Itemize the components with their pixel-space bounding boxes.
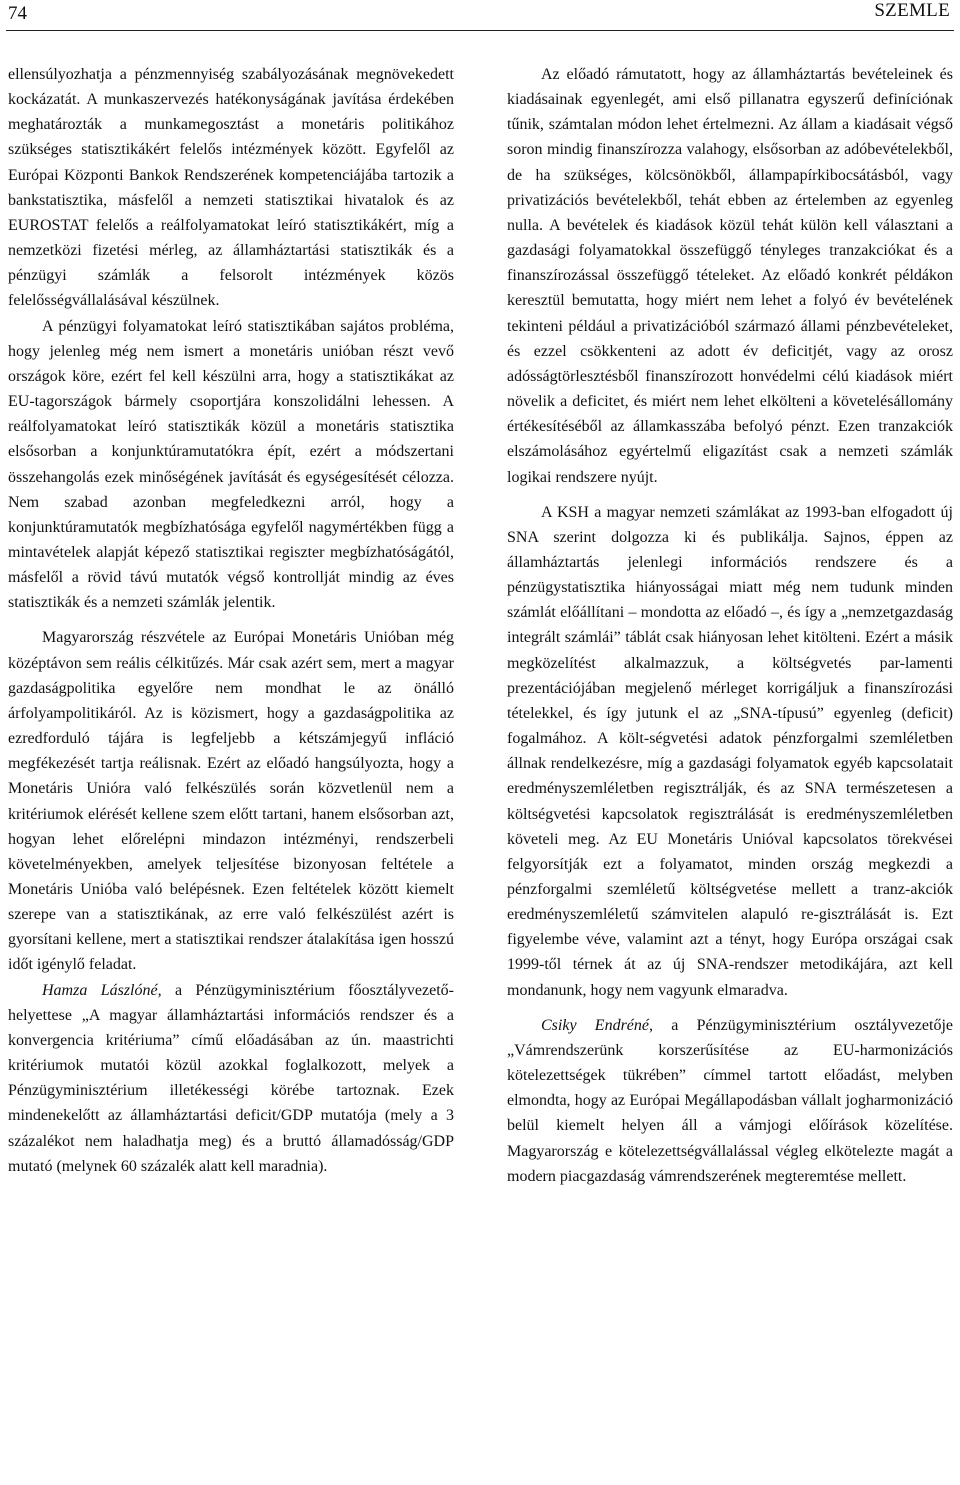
speaker-name: Csiky Endréné, xyxy=(541,1016,653,1034)
paragraph xyxy=(8,978,454,1179)
paragraph: Magyarország részvétele az Európai Monetáris Unióban még középtávon sem reális célkitűzés. Már csak azért sem, mert a magyar gazdaságpolitika egyelőre nem mondhat le az önálló árfolyampolitikáról. Az is közismert, hogy a gazdaságpolitika az ezredforduló tájára is legfeljebb a kétszámjegyű infláció megfékezését tartja reálisnak. Ezért az előadó hangsúlyozta, hogy a Monetáris Unióra való felkészülés során közvetlenül nem a kritériumok elérését kellene szem előtt tartani, hanem elsősorban azt, hogyan lehet előrelépni mindazon intézményi, rendszerbeli követelményekben, amelyek teljesítése bizonyosan feltétele a Monetáris Unióba való belépésnek. Ezen feltételek között kiemelt szerepe van a statisztikának, az erre való felkészülést azért is gyorsítani kellene, mert a statisztikai rendszer átalakítása igen hosszú időt igénylő feladat. xyxy=(8,629,454,974)
right-column xyxy=(507,62,953,1189)
page-number: 74 xyxy=(8,3,27,24)
paragraph: ellensúlyozhatja a pénzmennyiség szabályozásának megnövekedett kockázatát. A munkaszervezés hatékonyságának javítása érdekében meghatározták a munkamegosztást a monetáris politikához szükséges statisztikákért felelős intézmények között. Egyfelől az Európai Központi Bankok Rendszerének kompetenciájába tartozik a bankstatisztika, másfelől a nemzeti statisztikai hivatalok és az EUROSTAT felelős a reálfolyamatokat leíró statisztikákért, míg a nemzetközi fizetési mérleg, az államháztartási statisztikák és a pénzügyi számlák a felsorolt intézmények közös felelősségvállalásával készülnek. xyxy=(8,66,454,310)
section-title: SZEMLE xyxy=(874,0,950,21)
paragraph: A KSH a magyar nemzeti számlákat az 1993-ban elfogadott új SNA szerint dolgozza ki és publikálja. Sajnos, éppen az államháztartás jelenlegi információs rendszere és a pénzügystatisztika hiányosságai miatt még nem tudunk minden számlát előállítani – mondotta az előadó –, és így a „nemzetgazdaság integrált számlái” táblát csak hiányosan lehet kitölteni. Ezért a másik megközelítést alkalmazzuk, a költségvetés par-lamenti prezentációjában megjelenő mérleget korrigáljuk a finanszírozási tételekkel, és így jutunk el az „SNA-típusú” egyenleg (deficit) fogalmához. A költ-ségvetési adatok pénzforgalmi szemléletben állnak rendelkezésre, míg a gazdasági folyamatok egyéb kapcsolatait eredményszemléletben regisztrálják, és az SNA természetesen a költségvetési kapcsolatok regisztrálását is eredményszemléletben követeli meg. Az EU Monetáris Unióval kapcsolatos törekvései felgyorsítják ezt a folyamatot, minden ország megkezdi a pénzforgalmi szemléletű költségvetése mellett a tranz-akciók eredményszemléletű számvitelen alapuló re-gisztrálását is. Ezt figyelembe véve, valamint azt a tényt, hogy Európa országai csak 1999-től térnek át az új SNA-rendszer metodikájára, azt kell mondanunk, hogy nem vagyunk elmaradva. xyxy=(507,503,953,999)
paragraph-text: a Pénzügyminisztérium osztályvezetője „Vámrendszerünk korszerűsítése az EU-harmonizációs kötelezettségek tükrében” címmel tartott előadást, melyben elmondta, hogy az Európai Megállapodásban vállalt jogharmonizáció belül kiemelt helyen áll a vámjogi előírások közelítése. Magyarország e kötelezettségvállalással végleg elkötelezte magát a modern piacgazdaság vámrendszerének megteremtése mellett. xyxy=(507,1016,953,1185)
paragraph: A pénzügyi folyamatokat leíró statisztikában sajátos probléma, hogy jelenleg még nem ismert a monetáris unióban részt vevő országok köre, ezért fel kell készülni arra, hogy a statisztikákat az EU-tagországok bármely csoportjára konszolidálni lehessen. A reálfolyamatokat leíró statisztikák közül a monetáris statisztika elsősorban a konjunktúramutatókra épít, ezért a módszertani összehangolás ezek minőségének javítását és egységesítését célozza. Nem szabad azonban megfeledkezni arról, hogy a konjunktúramutatók megbízhatósága egyfelől nagymértékben függ a mintavételek alapját képező statisztikai regiszter megbízhatóságától, másfelől a rövid távú mutatók végső kontrollját mindig az éves statisztikák és a nemzeti számlák jelentik. xyxy=(8,317,454,612)
paragraph-text: a Pénzügyminisztérium főosztályvezető-helyettese „A magyar államháztartási információs rendszer és a konvergencia kritériuma” című előadásában az ún. maastrichti kritériumok mutatói közül azokkal foglalkozott, melyek a Pénzügyminisztérium illetékességi körébe tartoznak. Ezek mindenekelőtt az államháztartási deficit/GDP mutatója (mely a 3 százalékot nem haladhatja meg) és a bruttó államadósság/GDP mutató (melynek 60 százalék alatt kell maradnia). xyxy=(8,981,455,1175)
paragraph xyxy=(507,1013,953,1189)
running-header xyxy=(6,0,954,31)
speaker-name: Hamza Lászlóné, xyxy=(42,981,162,999)
paragraph: Az előadó rámutatott, hogy az államháztartás bevételeinek és kiadásainak egyenlegét, ami első pillanatra egyszerű definíciónak tűnik, számtalan módon lehet értelmezni. Az állam a kiadásait végső soron mindig finanszírozza valahogy, elsősorban az adóbevételekből, de ha szükséges, kölcsönökből, állampapírkibocsátásból, vagy privatizációs bevételekből, tehát ebben az értelemben az egyenleg nulla. A bevételek és kiadások közül tehát külön kell választani a gazdasági folyamatokkal összefüggő tényleges tranzakciókat és a finanszírozással összefüggő tételeket. Az előadó konkrét példákon keresztül bemutatta, hogy miért nem lehet a folyó év bevételének tekinteni például a privatizációból származó állami pénzbevételeket, és ezzel csökkenteni az adott év deficitjét, vagy az orosz adósságtörlesztésből finanszírozott honvédelmi célú kiadások miért növelik a deficitet, és miért nem lehet elkölteni a követelésállomány értékesítéséből az államkasszába befolyó pénzt. Ezen tranzakciók elszámolásához egyértelmű eligazítást csak a nemzeti számlák logikai rendszere nyújt. xyxy=(507,66,953,486)
left-column xyxy=(8,62,454,1179)
